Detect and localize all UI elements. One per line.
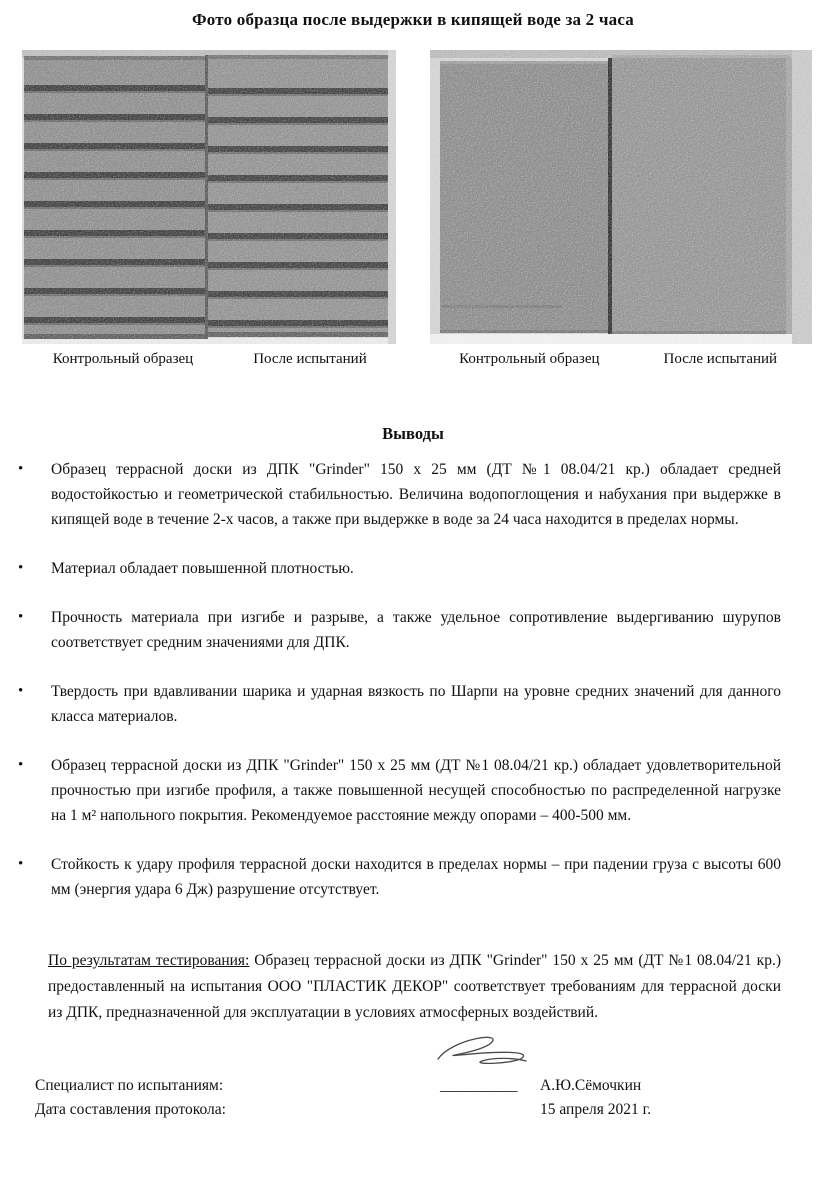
protocol-date-label: Дата составления протокола: xyxy=(35,1101,226,1118)
conclusion-text: Прочность материала при изгибе и разрыве, а также удельное сопротивление выдергиванию шурупов соответствует средним значениями для ДПК. xyxy=(51,609,781,651)
conclusion-text: Стойкость к удару профиля террасной доски находится в пределах нормы – при падении груза с высоты 600 мм (энергия удара 6 Дж) разрушение отсутствует. xyxy=(51,856,781,898)
captions-right-figure xyxy=(430,351,812,368)
caption-control-sample: Контрольный образец xyxy=(52,351,194,367)
conclusions-heading: Выводы xyxy=(382,424,444,443)
figure-smooth-samples xyxy=(430,50,812,368)
test-result-summary xyxy=(48,948,781,1026)
protocol-date: 15 апреля 2021 г. xyxy=(540,1101,652,1118)
bullet-icon: • xyxy=(18,609,24,625)
caption-after-test: После испытаний xyxy=(663,351,778,367)
photo-grooved-samples xyxy=(22,50,396,344)
signature-row-specialist xyxy=(35,1074,781,1098)
captions-left-figure xyxy=(22,351,396,368)
signature-row-date xyxy=(35,1098,781,1122)
conclusion-text: Твердость при вдавливании шарика и ударная вязкость по Шарпи на уровне средних значений для данного класса материалов. xyxy=(51,683,781,725)
summary-text: Образец террасной доски из ДПК "Grinder" 150 х 25 мм (ДТ №1 08.04/21 кр.) предоставленный на испытания ООО "ПЛАСТИК ДЕКОР" соответствует требованиям для террасной доски из ДПК, предназначенной для эксплуатации в условиях атмосферных воздействий. xyxy=(48,952,781,1021)
conclusion-item xyxy=(15,852,781,902)
specialist-label: Специалист по испытаниям: xyxy=(35,1077,224,1094)
summary-lead: По результатам тестирования: xyxy=(48,952,250,969)
bullet-icon: • xyxy=(18,757,24,773)
conclusion-item xyxy=(15,753,781,828)
photo-smooth-samples xyxy=(430,50,812,344)
conclusions-list xyxy=(15,457,781,902)
signature-line: __________ xyxy=(440,1077,518,1094)
page-title: Фото образца после выдержки в кипящей воде за 2 часа xyxy=(192,10,634,29)
signature-scribble-icon xyxy=(428,1030,543,1076)
conclusion-item xyxy=(15,457,781,532)
conclusion-text: Материал обладает повышенной плотностью. xyxy=(51,560,354,577)
bullet-icon: • xyxy=(18,560,24,576)
caption-control-sample: Контрольный образец xyxy=(459,351,600,367)
bullet-icon: • xyxy=(18,461,24,477)
spacer xyxy=(440,1098,540,1122)
conclusion-text: Образец террасной доски из ДПК "Grinder" 150 х 25 мм (ДТ №1 08.04/21 кр.) обладает удовлетворительной прочностью при изгибе профиля, а также повышенной несущей способностью по распределенной нагрузке на 1 м² напольного покрытия. Рекомендуемое расстояние между опорами – 400-500 мм. xyxy=(51,757,781,824)
caption-after-test: После испытаний xyxy=(253,351,367,367)
conclusion-item xyxy=(15,679,781,729)
bullet-icon: • xyxy=(18,683,24,699)
bullet-icon: • xyxy=(18,856,24,872)
signature-block xyxy=(35,1074,781,1122)
specialist-name: А.Ю.Сёмочкин xyxy=(540,1077,642,1094)
photos-row xyxy=(22,50,812,368)
conclusion-item xyxy=(15,556,781,581)
conclusion-item xyxy=(15,605,781,655)
conclusion-text: Образец террасной доски из ДПК "Grinder" 150 х 25 мм (ДТ №1 08.04/21 кр.) обладает средней водостойкостью и геометрической стабильностью. Величина водопоглощения и набухания при выдержке в кипящей воде в течение 2-х часов, а также при выдержке в воде за 24 часа находится в пределах нормы. xyxy=(51,461,781,528)
figure-grooved-samples xyxy=(22,50,396,368)
